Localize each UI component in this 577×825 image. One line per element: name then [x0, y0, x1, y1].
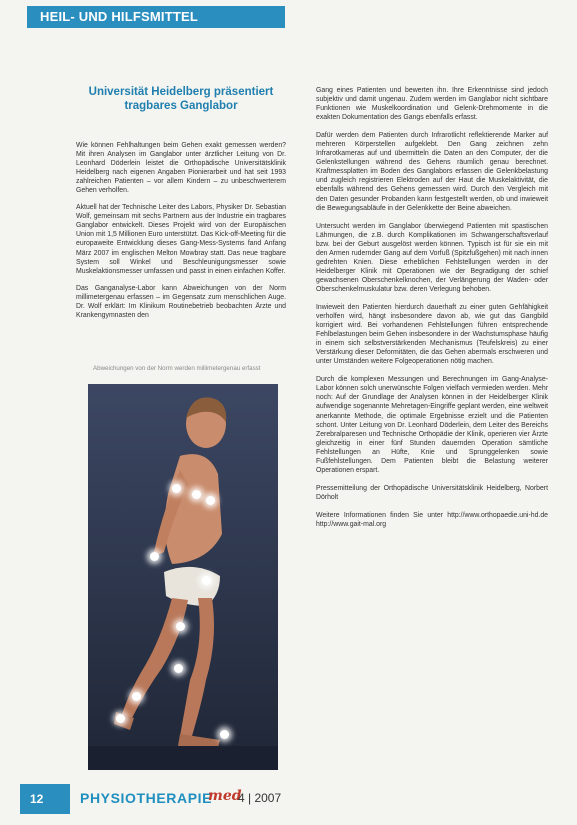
article-title-line1: Universität Heidelberg präsentiert [88, 86, 274, 98]
right-paragraph: Durch die komplexen Messungen und Berechnungen im Gang-Analyse-Labor können solch unerwünschte Folgen vielfach vermieden werden. Mehr noch: Auf der Grundlage der Analysen können in der Heidelberger Klinik aufwendige sogenannte Mehretagen-Eingriffe geplant werden, eine weltweit anerkannte Methode, die optimale Ergebnisse erzielt und die Patienten schont. Unter Leitung von Dr. Leonhard Döderlein, dem Leiter des Bereichs Zerebralparesen und Technische Orthopädie der Klinik, operieren vier Ärzte gleichzeitig in einer fünf Stunden dauernden Operation sämtliche Fehlstellungen an Hüfte, Knie und Sprunggelenken sowie Fußfehlstellungen. Dem Patienten bleibt die Belastung weiterer Operationen erspart. [316, 376, 548, 474]
gait-analysis-photo [88, 384, 278, 770]
reflective-marker [176, 622, 185, 631]
reflective-marker [172, 484, 181, 493]
page-number: 12 [30, 792, 44, 806]
journal-issue: 4 | 2007 [238, 791, 282, 805]
reflective-marker [174, 664, 183, 673]
right-paragraph: Untersucht werden im Ganglabor überwiegend Patienten mit spastischen Lähmungen, die z.B. durch Komplikationen im Schwangerschaftsverlauf bzw. bei der Geburt ausgelöst werden können. Typisch ist für sie ein mit den Armen rudernder Gang auf dem Vorfuß (Spitzfußgehen) mit nach innen gedrehten Knien. Diese erheblichen Fehlstellungen werden in der Heidelberger Klinik mit Operationen wie der Begradigung der schief gewachsenen Oberschenkelknochen, der Verlängerung der Waden- oder Oberschenkelmuskulatur bzw. deren Verlegung behoben. [316, 222, 548, 293]
left-column [76, 85, 286, 328]
right-column [316, 86, 548, 538]
reflective-marker [192, 490, 201, 499]
left-paragraph: Wie können Fehlhaltungen beim Gehen exakt gemessen werden? Mit ihren Analysen im Ganglabor unter ärztlicher Leitung von Dr. Leonhard Döderlein leistet die Orthopädische Universitätsklinik Heidelberg nach eigenen Angaben Pionierarbeit und hat seit 1993 zahlreichen Patienten – vor allem Kindern – zu unbeschwerterem Gehen verholfen. [76, 142, 286, 195]
right-paragraph: Inwieweit den Patienten hierdurch dauerhaft zu einer guten Gehfähigkeit verholfen wird, hängt insbesondere davon ab, wie gut das Gangbild korrigiert wird. Bei vorhandenen Fehlstellungen führen entsprechende Fehlbelastungen beim Gehen insbesondere in der Wachstumsphase häufig in einem sich selbstverstärkenden Mechanismus (Teufelskreis) zu einer Verstärkung dieser Deformitäten, die das Gehen abermals erschweren und unter Umständen weitere Folgeoperationen nötig machen. [316, 303, 548, 366]
further-info-links: Weitere Informationen finden Sie unter http://www.orthopaedie.uni-hd.de http://www.gait-mal.org [316, 511, 548, 528]
reflective-marker [150, 552, 159, 561]
page-number-band [20, 784, 70, 814]
floor [88, 746, 278, 770]
journal-name: PHYSIOTHERAPIE [80, 790, 213, 806]
reflective-marker [206, 496, 215, 505]
reflective-marker [132, 692, 141, 701]
section-header-title: HEIL- UND HILFSMITTEL [40, 9, 199, 24]
press-release-source: Pressemitteilung der Orthopädische Universitätsklinik Heidelberg, Norbert Dörholt [316, 484, 548, 501]
right-paragraph: Gang eines Patienten und bewerten ihn. Ihre Erkenntnisse sind jedoch subjektiv und damit ungenau. Zudem werden im Ganglabor nicht sichtbare Funktionen wie Muskelkoordination und Gelenk-Drehmomente in die exakten Dokumentation des Gangs ebenfalls erfasst. [316, 87, 548, 122]
reflective-marker [116, 714, 125, 723]
journal-med-logo: med [208, 788, 242, 804]
article-title-line2: tragbares Ganglabor [124, 100, 238, 112]
reflective-marker [202, 576, 211, 585]
left-paragraph: Aktuell hat der Technische Leiter des Labors, Physiker Dr. Sebastian Wolf, gemeinsam mit sechs Partnern aus der Industrie ein tragbares Ganglabor entwickelt. Dieses Projekt wird von der Europäischen Union mit 1,5 Millionen Euro unterstützt. Das Kick-off-Meeting für die europaweite Entwicklung dieses Gang-Mess-Systems fand Anfang März 2007 im englischen Melton Mowbray statt. Das neue tragbare System soll Winkel und Beschleunigungsmesser sowie Muskelaktionsmesser umfassen und passt in einen einfachen Koffer. [76, 204, 286, 275]
article-title [76, 85, 286, 113]
reflective-marker [220, 730, 229, 739]
left-paragraph: Das Ganganalyse-Labor kann Abweichungen von der Norm millimetergenau erfassen – im Gegensatz zum menschlichen Auge. Dr. Wolf erklärt: Im Klinikum Routinebetrieb beobachten Ärzte und Krankengymnasten den [76, 284, 286, 319]
child-walking-illustration [88, 384, 278, 770]
right-paragraph: Dafür werden dem Patienten durch Infrarotlicht reflektierende Marker auf mehreren Körperstellen aufgeklebt. Den Gang zeichnen zehn Infrarotkameras auf und übermitteln die Daten an den Computer, der die Gelenkstellungen während des Gehens räumlich genau berechnet. Kraftmessplatten im Boden des Ganglabors erfassen die Gelenkbelastung und zugleich registrieren Elektroden auf der Haut die Muskelaktivität, die ebenfalls während des Gehens gemessen wird. Durch den Vergleich mit den Daten gesunder Probanden kann festgestellt werden, ob und inwieweit die Bewegungsabläufe in der Gelenkkette der Beine abweichen. [316, 132, 548, 212]
photo-caption: Abweichungen von der Norm werden millimetergenau erfasst [93, 365, 261, 372]
